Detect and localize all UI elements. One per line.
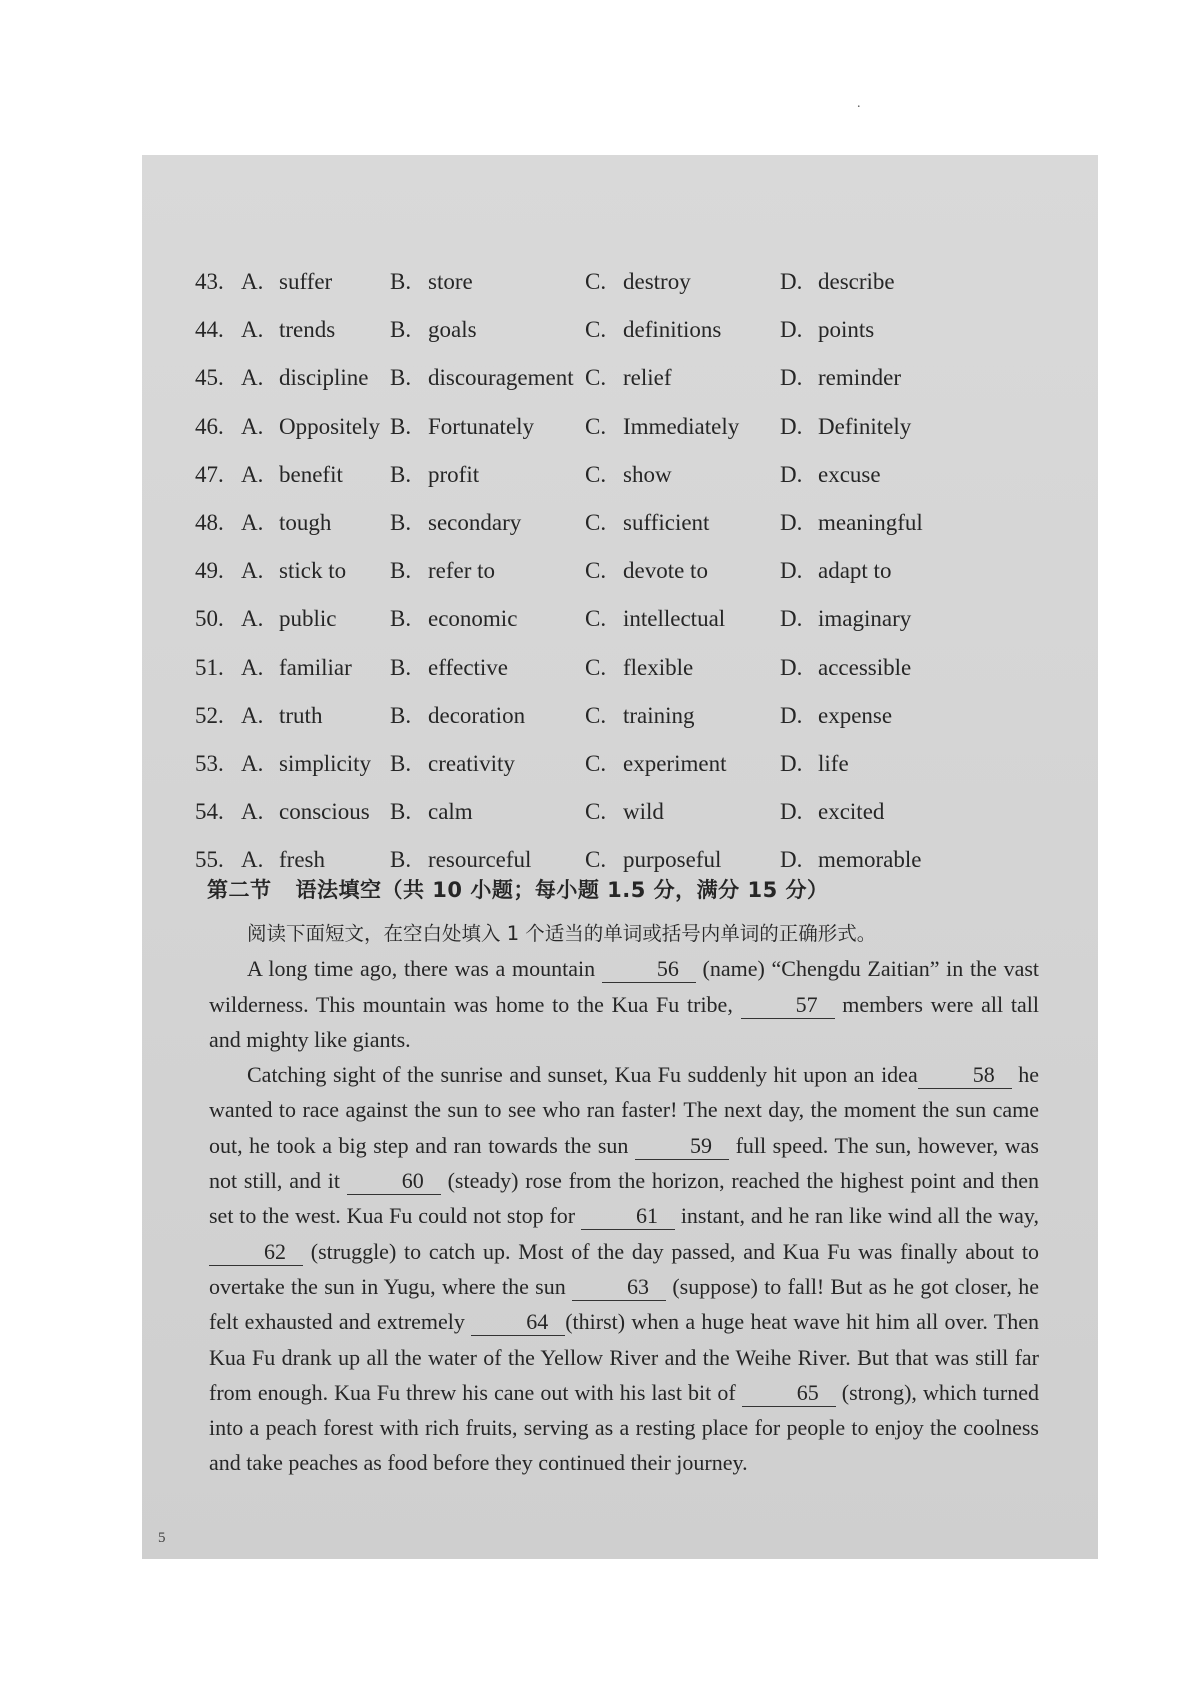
option-text: familiar bbox=[279, 654, 352, 680]
option-d bbox=[780, 403, 911, 451]
option-c bbox=[585, 354, 672, 402]
option-d bbox=[780, 740, 849, 788]
option-b bbox=[390, 306, 477, 354]
option-text: profit bbox=[428, 461, 480, 487]
option-letter: B. bbox=[390, 750, 412, 776]
answer-blank[interactable]: 57 bbox=[741, 992, 835, 1019]
option-text: imaginary bbox=[818, 606, 912, 632]
option-text: intellectual bbox=[623, 606, 726, 632]
option-letter: D. bbox=[780, 799, 803, 825]
section-instruction: 阅读下面短文，在空白处填入 1 个适当的单词或括号内单词的正确形式。 bbox=[247, 922, 877, 945]
option-letter: A. bbox=[241, 413, 264, 439]
option-text: experiment bbox=[623, 750, 727, 776]
passage-text: members were all tall and mighty like giants. bbox=[209, 991, 1039, 1052]
option-letter: B. bbox=[390, 847, 412, 873]
option-letter: A. bbox=[241, 606, 264, 632]
option-text: resourceful bbox=[428, 847, 532, 873]
option-letter: D. bbox=[780, 558, 803, 584]
option-letter: C. bbox=[585, 509, 607, 535]
option-text: trends bbox=[279, 317, 336, 343]
option-b bbox=[390, 499, 521, 547]
option-a bbox=[241, 499, 331, 547]
option-c bbox=[585, 547, 708, 595]
option-text: training bbox=[623, 702, 695, 728]
option-letter: C. bbox=[585, 461, 607, 487]
option-letter: C. bbox=[585, 847, 607, 873]
option-b bbox=[390, 403, 534, 451]
option-a bbox=[241, 595, 337, 643]
question-number: 53. bbox=[195, 750, 224, 776]
section-label: 第二节 bbox=[207, 878, 272, 902]
option-d bbox=[780, 499, 923, 547]
option-c bbox=[585, 595, 725, 643]
question-number: 49. bbox=[195, 558, 224, 584]
option-text: reminder bbox=[818, 365, 902, 391]
option-b bbox=[390, 354, 574, 402]
question-row bbox=[195, 547, 955, 595]
passage-text: full speed. The sun, however, was not still, and it bbox=[209, 1132, 1039, 1194]
option-text: Fortunately bbox=[428, 413, 535, 439]
option-a bbox=[241, 354, 368, 402]
option-letter: C. bbox=[585, 702, 607, 728]
option-text: accessible bbox=[818, 654, 912, 680]
option-text: creativity bbox=[428, 750, 515, 776]
option-text: expense bbox=[818, 702, 893, 728]
option-b bbox=[390, 692, 525, 740]
question-number: 45. bbox=[195, 365, 224, 391]
option-letter: A. bbox=[241, 509, 264, 535]
answer-blank[interactable]: 58 bbox=[918, 1062, 1012, 1089]
option-text: secondary bbox=[428, 509, 522, 535]
option-text: purposeful bbox=[623, 847, 722, 873]
option-letter: C. bbox=[585, 799, 607, 825]
option-a bbox=[241, 306, 335, 354]
option-c bbox=[585, 692, 695, 740]
option-text: economic bbox=[428, 606, 518, 632]
option-letter: B. bbox=[390, 509, 412, 535]
option-text: destroy bbox=[623, 269, 691, 294]
option-text: goals bbox=[428, 317, 477, 343]
option-a bbox=[241, 547, 346, 595]
option-b bbox=[390, 595, 517, 643]
option-letter: B. bbox=[390, 654, 412, 680]
option-d bbox=[780, 451, 881, 499]
option-d bbox=[780, 306, 874, 354]
option-d bbox=[780, 644, 911, 692]
option-text: life bbox=[818, 750, 849, 776]
option-letter: C. bbox=[585, 606, 607, 632]
option-text: public bbox=[279, 606, 337, 632]
option-letter: A. bbox=[241, 750, 264, 776]
option-letter: A. bbox=[241, 654, 264, 680]
passage-text: (name) “Chengdu Zaitian” in the vast wilderness. This mountain was home to the Kua Fu tribe, bbox=[209, 956, 1040, 1017]
grammar-passage bbox=[209, 916, 1039, 1481]
option-text: benefit bbox=[279, 461, 343, 487]
option-text: memorable bbox=[818, 847, 922, 873]
answer-blank[interactable]: 60 bbox=[347, 1168, 441, 1195]
option-text: tough bbox=[279, 509, 332, 535]
option-c bbox=[585, 451, 672, 499]
option-text: flexible bbox=[623, 654, 694, 680]
passage-paragraph bbox=[209, 951, 1039, 1057]
option-text: show bbox=[623, 461, 672, 487]
option-text: discipline bbox=[279, 365, 369, 391]
answer-blank[interactable]: 64 bbox=[471, 1309, 565, 1336]
option-letter: A. bbox=[241, 461, 264, 487]
option-d bbox=[780, 258, 895, 306]
option-letter: A. bbox=[241, 269, 264, 294]
answer-blank[interactable]: 59 bbox=[635, 1133, 729, 1160]
option-d bbox=[780, 595, 911, 643]
option-text: sufficient bbox=[623, 509, 710, 535]
option-d bbox=[780, 354, 901, 402]
option-letter: C. bbox=[585, 750, 607, 776]
option-text: fresh bbox=[279, 847, 325, 873]
option-text: wild bbox=[623, 799, 664, 825]
answer-blank[interactable]: 56 bbox=[602, 956, 696, 983]
option-letter: D. bbox=[780, 606, 803, 632]
option-letter: D. bbox=[780, 750, 803, 776]
question-row bbox=[195, 692, 955, 740]
answer-blank[interactable]: 63 bbox=[572, 1274, 666, 1301]
passage-text: (thirst) when a huge heat wave hit him all over. Then Kua Fu drank up all the water of the Yellow River and the Weihe River. But that was still far from enough. Kua Fu threw his cane out with his last bit of bbox=[209, 1309, 1039, 1405]
option-text: describe bbox=[818, 269, 895, 294]
question-number: 54. bbox=[195, 799, 224, 825]
top-mark: . bbox=[857, 96, 861, 111]
question-row bbox=[195, 740, 955, 788]
option-letter: C. bbox=[585, 365, 607, 391]
option-text: decoration bbox=[428, 702, 526, 728]
option-text: stick to bbox=[279, 558, 347, 584]
option-letter: C. bbox=[585, 269, 607, 294]
option-a bbox=[241, 403, 380, 451]
option-letter: B. bbox=[390, 461, 412, 487]
option-letter: C. bbox=[585, 317, 607, 343]
option-letter: A. bbox=[241, 317, 264, 343]
option-text: points bbox=[818, 317, 875, 343]
question-number: 55. bbox=[195, 847, 224, 873]
option-text: excuse bbox=[818, 461, 881, 487]
option-text: refer to bbox=[428, 558, 496, 584]
option-letter: D. bbox=[780, 269, 803, 294]
section-heading bbox=[207, 872, 967, 908]
option-c bbox=[585, 788, 664, 836]
option-text: excited bbox=[818, 799, 885, 825]
passage-text: (struggle) to catch up. Most of the day passed, and Kua Fu was finally about to overtake the sun in Yugu, where the sun bbox=[209, 1238, 1039, 1299]
answer-blank[interactable]: 61 bbox=[581, 1203, 675, 1230]
question-number: 48. bbox=[195, 509, 224, 535]
option-letter: A. bbox=[241, 847, 264, 873]
section-title: 语法填空（共 10 小题；每小题 1.5 分，满分 15 分） bbox=[295, 878, 829, 902]
option-a bbox=[241, 644, 352, 692]
passage-text: instant, and he ran like wind all the way, bbox=[674, 1203, 1039, 1229]
option-text: conscious bbox=[279, 799, 370, 825]
passage-paragraph bbox=[209, 1057, 1039, 1481]
answer-blank[interactable]: 62 bbox=[209, 1239, 303, 1266]
option-b bbox=[390, 788, 473, 836]
question-row bbox=[195, 499, 955, 547]
option-letter: B. bbox=[390, 606, 412, 632]
option-c bbox=[585, 403, 739, 451]
option-text: Immediately bbox=[623, 413, 740, 439]
option-b bbox=[390, 258, 473, 306]
question-number: 43. bbox=[195, 269, 224, 294]
option-letter: A. bbox=[241, 558, 264, 584]
option-c bbox=[585, 306, 721, 354]
option-c bbox=[585, 499, 709, 547]
option-c bbox=[585, 740, 726, 788]
option-text: truth bbox=[279, 702, 323, 728]
option-text: effective bbox=[428, 654, 509, 680]
answer-blank[interactable]: 65 bbox=[742, 1380, 836, 1407]
option-text: devote to bbox=[623, 558, 708, 584]
question-row bbox=[195, 403, 955, 451]
option-b bbox=[390, 547, 495, 595]
option-a bbox=[241, 451, 343, 499]
option-letter: C. bbox=[585, 413, 607, 439]
option-text: store bbox=[428, 269, 473, 294]
option-letter: D. bbox=[780, 365, 803, 391]
option-d bbox=[780, 547, 891, 595]
option-letter: A. bbox=[241, 365, 264, 391]
option-letter: A. bbox=[241, 799, 264, 825]
question-number: 44. bbox=[195, 317, 224, 343]
option-letter: B. bbox=[390, 413, 412, 439]
option-letter: B. bbox=[390, 365, 412, 391]
question-row bbox=[195, 306, 955, 354]
option-text: definitions bbox=[623, 317, 722, 343]
option-a bbox=[241, 740, 371, 788]
page-number: 5 bbox=[158, 1530, 166, 1546]
question-row bbox=[195, 354, 955, 402]
passage-text: (strong), which turned into a peach forest with rich fruits, serving as a resting place for people to enjoy the coolness and take peaches as food before they continued their journey. bbox=[209, 1379, 1039, 1476]
option-letter: B. bbox=[390, 269, 412, 294]
passage-text: Catching sight of the sunrise and sunset, Kua Fu suddenly hit upon an idea bbox=[247, 1062, 918, 1088]
option-letter: D. bbox=[780, 654, 803, 680]
option-text: calm bbox=[428, 799, 473, 825]
option-letter: C. bbox=[585, 558, 607, 584]
option-text: Definitely bbox=[818, 413, 912, 439]
option-text: meaningful bbox=[818, 509, 923, 535]
option-text: Oppositely bbox=[279, 413, 380, 439]
passage-text: (suppose) to fall! But as he got closer, he felt exhausted and extremely bbox=[209, 1273, 1039, 1335]
option-d bbox=[780, 692, 892, 740]
question-row bbox=[195, 788, 955, 836]
option-a bbox=[241, 258, 332, 306]
option-a bbox=[241, 692, 322, 740]
option-b bbox=[390, 451, 479, 499]
option-letter: D. bbox=[780, 509, 803, 535]
question-number: 50. bbox=[195, 606, 224, 632]
question-number: 51. bbox=[195, 654, 224, 680]
option-text: discouragement bbox=[428, 365, 574, 391]
option-b bbox=[390, 644, 508, 692]
option-text: suffer bbox=[279, 269, 333, 294]
option-letter: D. bbox=[780, 461, 803, 487]
option-letter: B. bbox=[390, 799, 412, 825]
question-number: 52. bbox=[195, 702, 224, 728]
question-row bbox=[195, 644, 955, 692]
option-a bbox=[241, 788, 370, 836]
passage-text: (steady) rose from the horizon, reached the highest point and then set to the west. Kua Fu could not stop for bbox=[209, 1168, 1039, 1229]
passage-text: A long time ago, there was a mountain bbox=[247, 956, 602, 982]
option-letter: D. bbox=[780, 702, 803, 728]
option-b bbox=[390, 740, 515, 788]
option-letter: A. bbox=[241, 702, 264, 728]
option-letter: B. bbox=[390, 317, 412, 343]
question-row bbox=[195, 595, 955, 643]
option-letter: D. bbox=[780, 847, 803, 873]
option-letter: C. bbox=[585, 654, 607, 680]
question-number: 46. bbox=[195, 413, 224, 439]
option-text: relief bbox=[623, 365, 672, 391]
option-d bbox=[780, 788, 884, 836]
option-text: adapt to bbox=[818, 558, 892, 584]
option-text: simplicity bbox=[279, 750, 371, 776]
question-row bbox=[195, 451, 955, 499]
option-letter: D. bbox=[780, 413, 803, 439]
option-letter: B. bbox=[390, 558, 412, 584]
question-row bbox=[195, 258, 955, 306]
multiple-choice-options bbox=[195, 258, 955, 884]
option-letter: D. bbox=[780, 317, 803, 343]
option-c bbox=[585, 644, 693, 692]
question-number: 47. bbox=[195, 461, 224, 487]
passage-text: he wanted to race against the sun to see who ran faster! The next day, the moment the sun came out, he took a big step and ran towards the sun bbox=[209, 1062, 1040, 1158]
option-letter: B. bbox=[390, 702, 412, 728]
option-c bbox=[585, 258, 691, 306]
